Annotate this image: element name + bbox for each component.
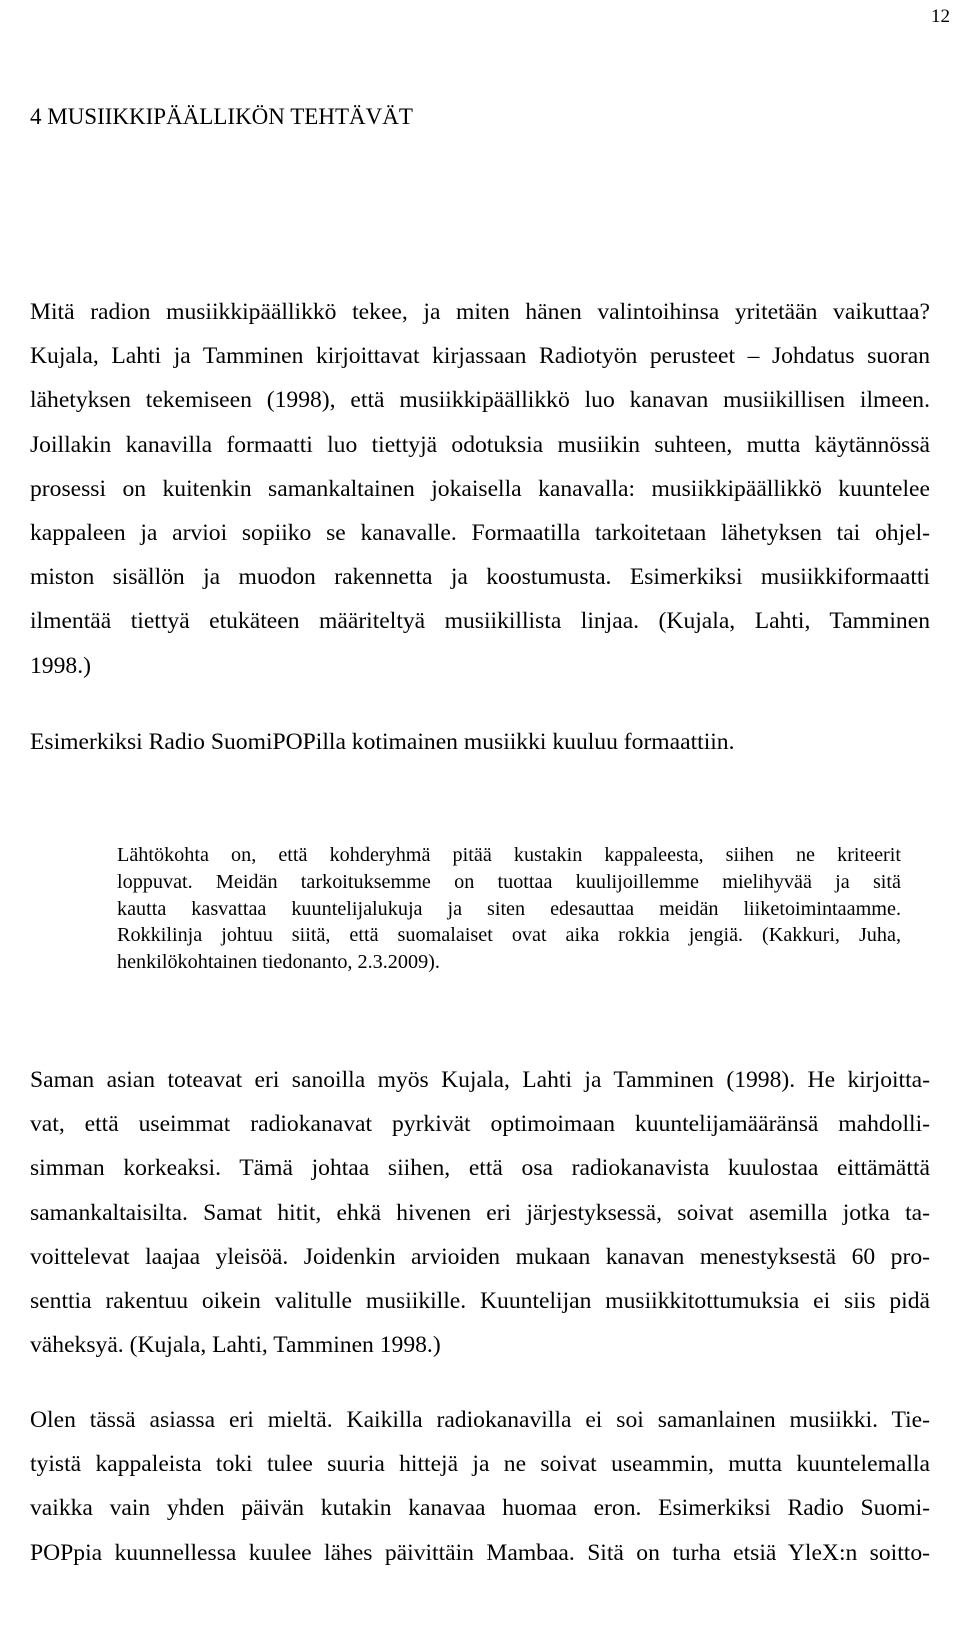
text-line: vat, että useimmat radiokanavat pyrkivät optimoimaan kuuntelijamääränsä mahdolli-: [30, 1111, 930, 1138]
text-line: Esimerkiksi Radio SuomiPOPilla kotimainen musiikki kuuluu formaattiin.: [30, 729, 735, 755]
text-line: vaikka vain yhden päivän kutakin kanavaa huomaa eron. Esimerkiksi Radio Suomi-: [30, 1495, 930, 1522]
text-line: miston sisällön ja muodon rakennetta ja koostumusta. Esimerkiksi musiikkiformaatti: [30, 564, 930, 591]
text-line: Saman asian toteavat eri sanoilla myös Kujala, Lahti ja Tamminen (1998). He kirjoitta-: [30, 1067, 930, 1093]
text-line: lähetyksen tekemiseen (1998), että musiikkipäällikkö luo kanavan musiikillisen ilmeen.: [30, 387, 930, 414]
text-line: Olen tässä asiassa eri mieltä. Kaikilla radiokanavilla ei soi samanlainen musiikki. Tie-: [30, 1407, 930, 1433]
text-line: voittelevat laajaa yleisöä. Joidenkin arvioiden mukaan kanavan menestyksestä 60 pro-: [30, 1243, 930, 1270]
text-line: prosessi on kuitenkin samankaltainen jokaisella kanavalla: musiikkipäällikkö kuuntelee: [30, 475, 930, 502]
paragraph-example: [30, 720, 930, 764]
paragraph-opinion: [30, 1398, 930, 1575]
block-quote: [117, 842, 901, 976]
quote-line: Lähtökohta on, että kohderyhmä pitää kustakin kappaleesta, siihen ne kriteerit: [117, 844, 901, 866]
paragraph-intro: [30, 290, 930, 688]
text-line: ilmentää tiettyä etukäteen määriteltyä musiikillista linjaa. (Kujala, Lahti, Tamminen: [30, 608, 930, 635]
text-line: samankaltaisilta. Samat hitit, ehkä hivenen eri järjestyksessä, soivat asemilla jotka ta-: [30, 1199, 930, 1226]
text-line: väheksyä. (Kujala, Lahti, Tamminen 1998.): [30, 1332, 441, 1359]
text-line: kappaleen ja arvioi sopiiko se kanavalle. Formaatilla tarkoitetaan lähetyksen tai ohjel-: [30, 520, 930, 547]
text-line: Kujala, Lahti ja Tamminen kirjoittavat kirjassaan Radiotyön perusteet – Johdatus suoran: [30, 343, 930, 370]
chapter-heading: 4 MUSIIKKIPÄÄLLIKÖN TEHTÄVÄT: [30, 104, 413, 129]
quote-line: Rokkilinja johtuu siitä, että suomalaiset ovat aika rokkia jengiä. (Kakkuri, Juha,: [117, 924, 901, 947]
paragraph-citation: [30, 1058, 930, 1367]
quote-line: henkilökohtainen tiedonanto, 2.3.2009).: [117, 951, 440, 974]
text-line: POPpia kuunnellessa kuulee lähes päivittäin Mambaa. Sitä on turha etsiä YleX:n soitto-: [30, 1539, 930, 1566]
quote-line: loppuvat. Meidän tarkoituksemme on tuottaa kuulijoillemme mielihyvää ja sitä: [117, 870, 901, 893]
page-number: 12: [931, 6, 950, 27]
text-line: tyistä kappaleista toki tulee suuria hittejä ja ne soivat useammin, mutta kuuntelemalla: [30, 1451, 930, 1478]
text-line: senttia rakentuu oikein valitulle musiikille. Kuuntelijan musiikkitottumuksia ei siis pidä: [30, 1288, 930, 1315]
text-line: 1998.): [30, 652, 91, 679]
text-line: Joillakin kanavilla formaatti luo tiettyjä odotuksia musiikin suhteen, mutta käytännössä: [30, 431, 930, 458]
quote-line: kautta kasvattaa kuuntelijalukuja ja siten edesauttaa meidän liiketoimintaamme.: [117, 897, 901, 920]
text-line: simman korkeaksi. Tämä johtaa siihen, että osa radiokanavista kuulostaa eittämättä: [30, 1155, 930, 1182]
text-line: Mitä radion musiikkipäällikkö tekee, ja miten hänen valintoihinsa yritetään vaikuttaa?: [30, 299, 930, 325]
